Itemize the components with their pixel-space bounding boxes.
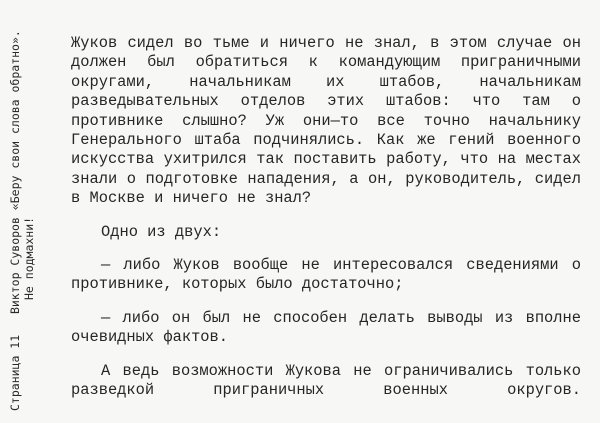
book-author-title: Виктор Суворов «Беру свои слова обратно».: [8, 30, 22, 315]
paragraph-4: — либо он был не способен делать выводы из вполне очевидных фактов.: [71, 308, 581, 347]
chapter-title: Не подмахни!: [22, 216, 36, 300]
paragraph-1: Жуков сидел во тьме и ничего не знал, в этом случае он должен был обратиться к командующим приграничными округами, начальникам их штабов, начальникам разведывательных отделов этих штабов: что там о противнике слышно? Уж они—то все точно начальнику Генерального штаба подчинялись. Как же гений военного искусства ухитрился так поставить работу, что на местах знали о подготовке нападения, а он, руководитель, сидел в Москве и ничего не знал?: [71, 34, 581, 208]
page-sidebar: [0, 0, 50, 423]
page-number-label: Страница 11: [8, 334, 22, 411]
sidebar-line-2: [22, 5, 36, 411]
paragraph-2: Одно из двух:: [101, 222, 222, 241]
sidebar-line-1: [8, 5, 22, 411]
sidebar-rotated-text: [8, 5, 48, 411]
page-body-text: [71, 34, 581, 415]
paragraph-3: — либо Жуков вообще не интересовался сведениями о противнике, которых было достаточно;: [71, 256, 581, 294]
paragraph-5: А ведь возможности Жукова не ограничивались только разведкой приграничных военных округов.: [71, 361, 581, 400]
